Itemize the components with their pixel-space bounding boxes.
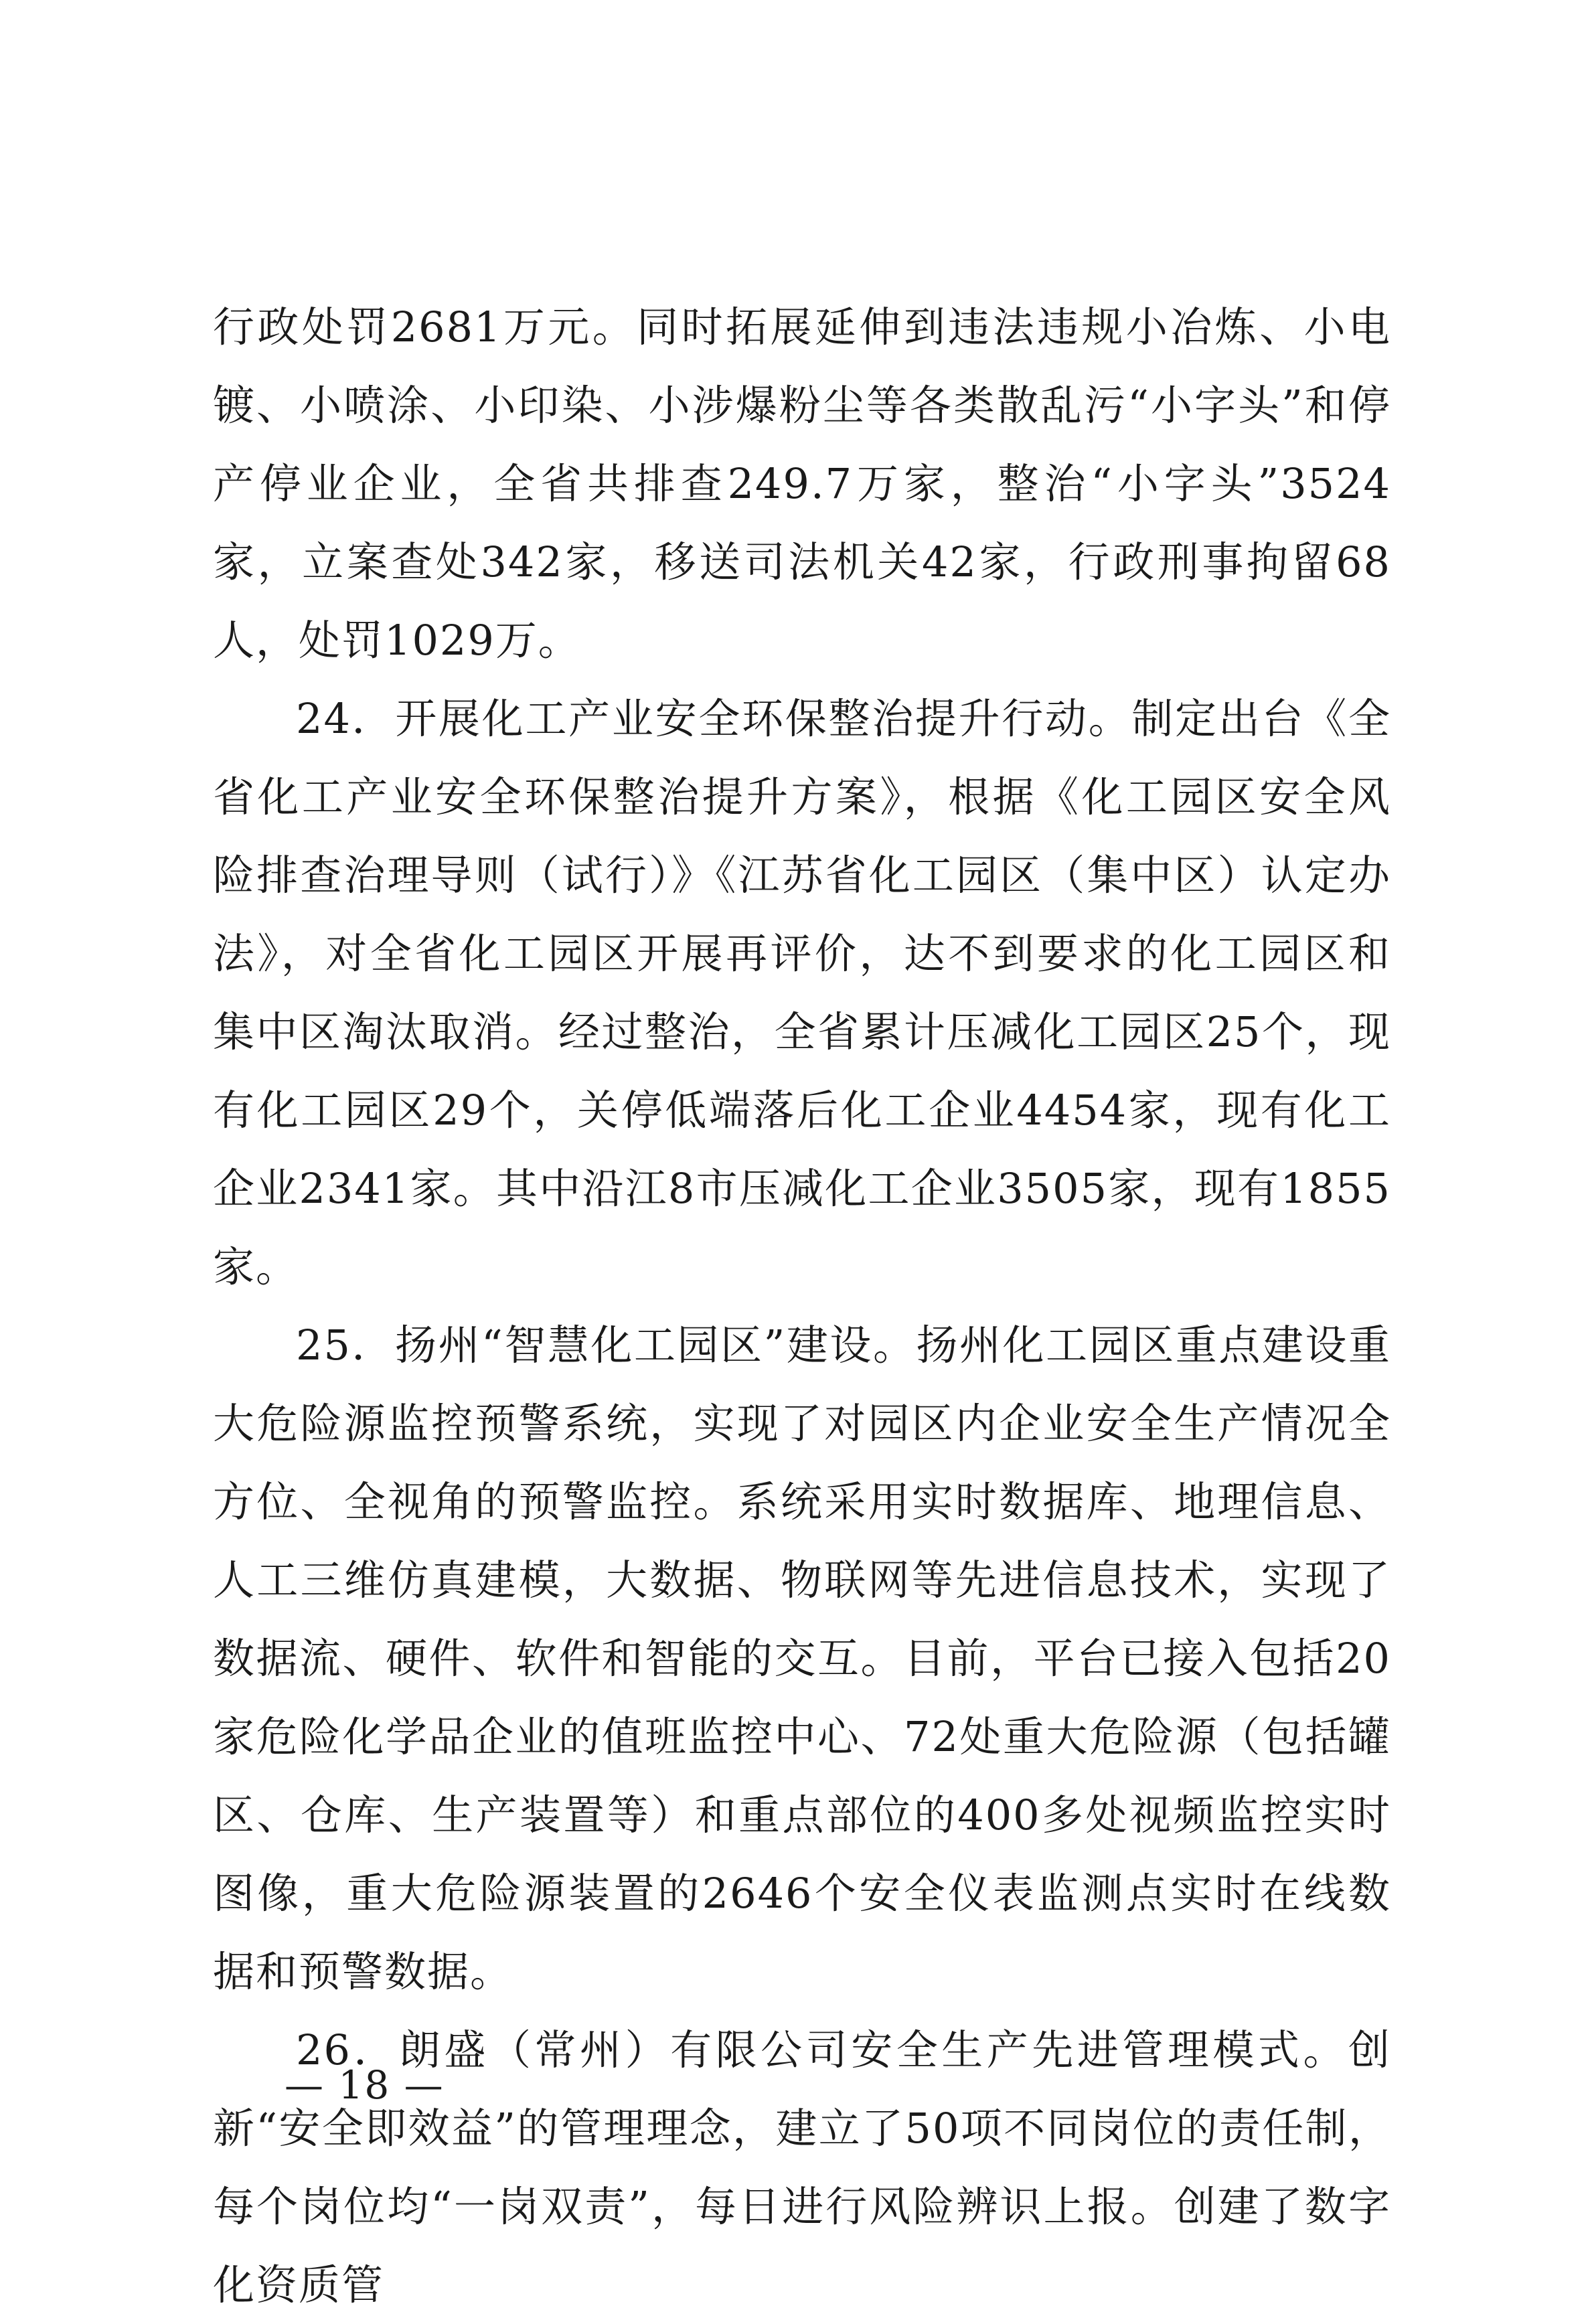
paragraph-item-26: 26．朗盛（常州）有限公司安全生产先进管理模式。创新“安全即效益”的管理理念，建立了50项不同岗位的责任制，每个岗位均“一岗双责”，每日进行风险辨识上报。创建了数字化资质管	[213, 2025, 1391, 2309]
paragraph-continuation: 行政处罚2681万元。同时拓展延伸到违法违规小冶炼、小电镀、小喷涂、小印染、小涉爆粉尘等各类散乱污“小字头”和停产停业企业，全省共排查249.7万家，整治“小字头”3524家，立案查处342家，移送司法机关42家，行政刑事拘留68人，处罚1029万。	[213, 303, 1391, 665]
paragraph-item-25: 25．扬州“智慧化工园区”建设。扬州化工园区重点建设重大危险源监控预警系统，实现了对园区内企业安全生产情况全方位、全视角的预警监控。系统采用实时数据库、地理信息、人工三维仿真建模，大数据、物联网等先进信息技术，实现了数据流、硬件、软件和智能的交互。目前，平台已接入包括20家危险化学品企业的值班监控中心、72处重大危险源（包括罐区、仓库、生产装置等）和重点部位的400多处视频监控实时图像，重大危险源装置的2646个安全仪表监测点实时在线数据和预警数据。	[213, 1321, 1391, 1996]
paragraph-item-24: 24．开展化工产业安全环保整治提升行动。制定出台《全省化工产业安全环保整治提升方案》，根据《化工园区安全风险排查治理导则（试行）》《江苏省化工园区（集中区）认定办法》，对全省化工园区开展再评价，达不到要求的化工园区和集中区淘汰取消。经过整治，全省累计压减化工园区25个，现有化工园区29个，关停低端落后化工企业4454家，现有化工企业2341家。其中沿江8市压减化工企业3505家，现有1855家。	[213, 694, 1391, 1291]
page-number: — 18 —	[285, 2062, 445, 2108]
document-body	[213, 288, 1391, 2324]
